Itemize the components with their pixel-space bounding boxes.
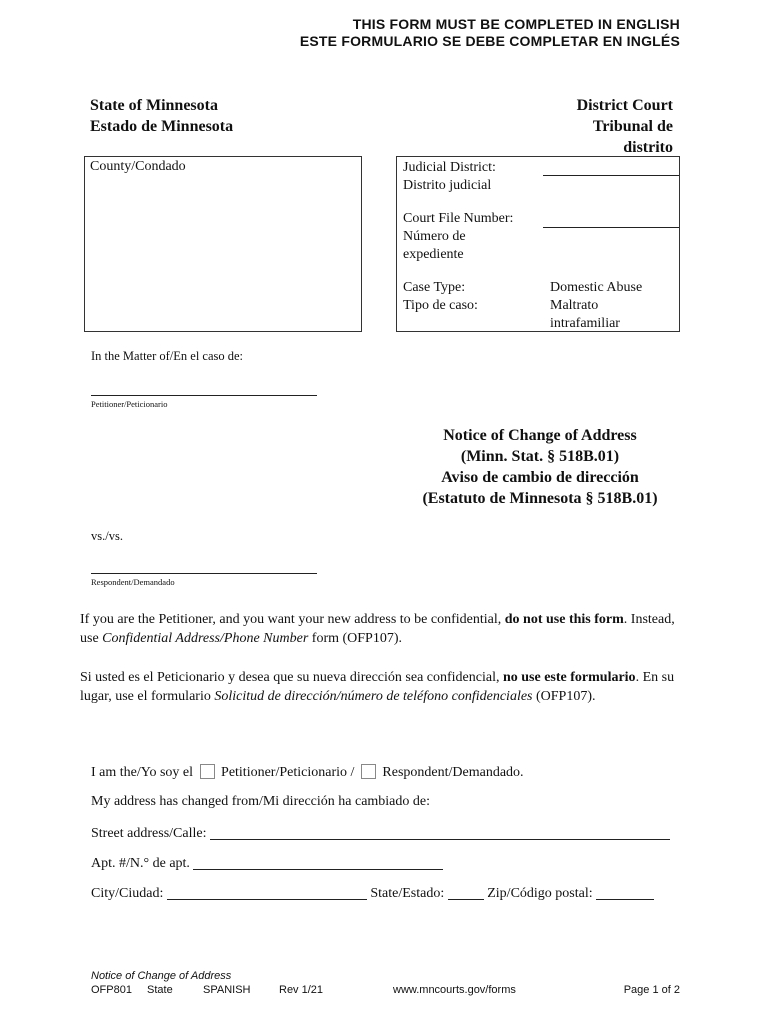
county-box[interactable] xyxy=(84,156,362,332)
apt-label: Apt. #/N.° de apt. xyxy=(91,856,190,871)
instr-es-text-3: (OFP107). xyxy=(532,689,596,704)
instr-es-text-2: . En su lugar, use el formulario xyxy=(80,670,675,704)
court-heading xyxy=(473,95,673,158)
instr-en-text-3: form (OFP107). xyxy=(308,631,403,646)
instructions-spanish xyxy=(80,668,680,706)
title-line-2: (Minn. Stat. § 518B.01) xyxy=(460,448,620,465)
iam-label: I am the/Yo soy el xyxy=(91,765,194,780)
file-number-es-2: expediente xyxy=(403,247,464,262)
city-row xyxy=(91,884,686,902)
footer-form-name: Notice of Change of Address xyxy=(91,970,232,982)
form-title xyxy=(395,425,685,509)
file-number-en: Court File Number: xyxy=(403,211,514,226)
title-line-3: Aviso de cambio de dirección xyxy=(441,469,639,486)
county-label: County/Condado xyxy=(90,159,186,174)
case-type-value-2: Maltrato xyxy=(550,298,599,313)
instr-es-bold: no use este formulario xyxy=(502,670,636,685)
instr-en-italic: Confidential Address/Phone Number xyxy=(102,631,309,646)
case-type-label xyxy=(403,279,478,315)
file-number-label xyxy=(403,210,513,264)
state-heading xyxy=(90,95,233,137)
respondent-checkbox[interactable] xyxy=(361,764,376,779)
zip-label: Zip/Código postal: xyxy=(487,886,593,901)
title-line-4: (Estatuto de Minnesota § 518B.01) xyxy=(422,490,658,507)
banner-english: THIS FORM MUST BE COMPLETED IN ENGLISH xyxy=(352,16,680,32)
instr-es-italic: Solicitud de dirección/número de teléfono confidenciales xyxy=(214,689,533,704)
apt-field[interactable] xyxy=(193,854,443,870)
street-label: Street address/Calle: xyxy=(91,826,207,841)
respondent-name-field[interactable] xyxy=(91,573,317,574)
instr-en-text-2: . Instead, use xyxy=(80,612,675,646)
case-type-en: Case Type: xyxy=(403,280,466,295)
state-es: Estado de Minnesota xyxy=(90,118,234,135)
petitioner-name-field[interactable] xyxy=(91,395,317,396)
footer-state: State xyxy=(147,984,173,996)
footer-website[interactable]: www.mncourts.gov/forms xyxy=(393,984,516,996)
matter-label: In the Matter of/En el caso de: xyxy=(91,349,244,363)
petitioner-option-label: Petitioner/Peticionario / xyxy=(221,765,355,780)
respondent-caption: Respondent/Demandado xyxy=(91,577,175,587)
street-field[interactable] xyxy=(210,824,670,840)
city-label: City/Ciudad: xyxy=(91,886,164,901)
judicial-district-es: Distrito judicial xyxy=(403,178,492,193)
banner-spanish: ESTE FORMULARIO SE DEBE COMPLETAR EN INGLÉS xyxy=(299,33,680,49)
instr-en-text-1: If you are the Petitioner, and you want your new address to be confidential, xyxy=(80,612,505,627)
case-type-value-3: intrafamiliar xyxy=(550,316,620,331)
petitioner-caption: Petitioner/Peticionario xyxy=(91,399,168,409)
title-line-1: Notice of Change of Address xyxy=(443,427,637,444)
zip-field[interactable] xyxy=(596,884,654,900)
case-type-value-1: Domestic Abuse xyxy=(550,280,643,295)
footer-code: OFP801 xyxy=(91,984,132,996)
state-en: State of Minnesota xyxy=(90,97,218,114)
footer-revision: Rev 1/21 xyxy=(279,984,324,996)
respondent-option-label: Respondent/Demandado. xyxy=(382,765,524,780)
city-field[interactable] xyxy=(167,884,367,900)
instr-en-bold: do not use this form xyxy=(504,612,624,627)
court-es-1: Tribunal de xyxy=(592,118,673,135)
address-changed-label: My address has changed from/Mi dirección ha cambiado de: xyxy=(91,794,431,809)
footer-page: Page 1 of 2 xyxy=(623,984,680,996)
footer-language: SPANISH xyxy=(203,984,251,996)
street-row xyxy=(91,824,681,842)
court-en: District Court xyxy=(576,97,673,114)
role-row xyxy=(91,764,524,781)
apt-row xyxy=(91,854,443,872)
file-number-field[interactable] xyxy=(543,227,679,228)
judicial-district-field[interactable] xyxy=(543,175,679,176)
instructions-english xyxy=(80,610,680,648)
judicial-district-label xyxy=(403,159,496,195)
case-type-es: Tipo de caso: xyxy=(403,298,478,313)
case-info-box xyxy=(396,156,680,332)
instr-es-text-1: Si usted es el Peticionario y desea que su nueva dirección sea confidencial, xyxy=(80,670,503,685)
language-banner xyxy=(300,16,680,50)
court-es-2: distrito xyxy=(623,139,673,156)
state-field[interactable] xyxy=(448,884,484,900)
judicial-district-en: Judicial District: xyxy=(403,160,496,175)
state-label: State/Estado: xyxy=(370,886,445,901)
versus-label: vs./vs. xyxy=(91,529,123,543)
file-number-es-1: Número de xyxy=(403,229,466,244)
case-type-value xyxy=(550,279,642,333)
petitioner-checkbox[interactable] xyxy=(200,764,215,779)
